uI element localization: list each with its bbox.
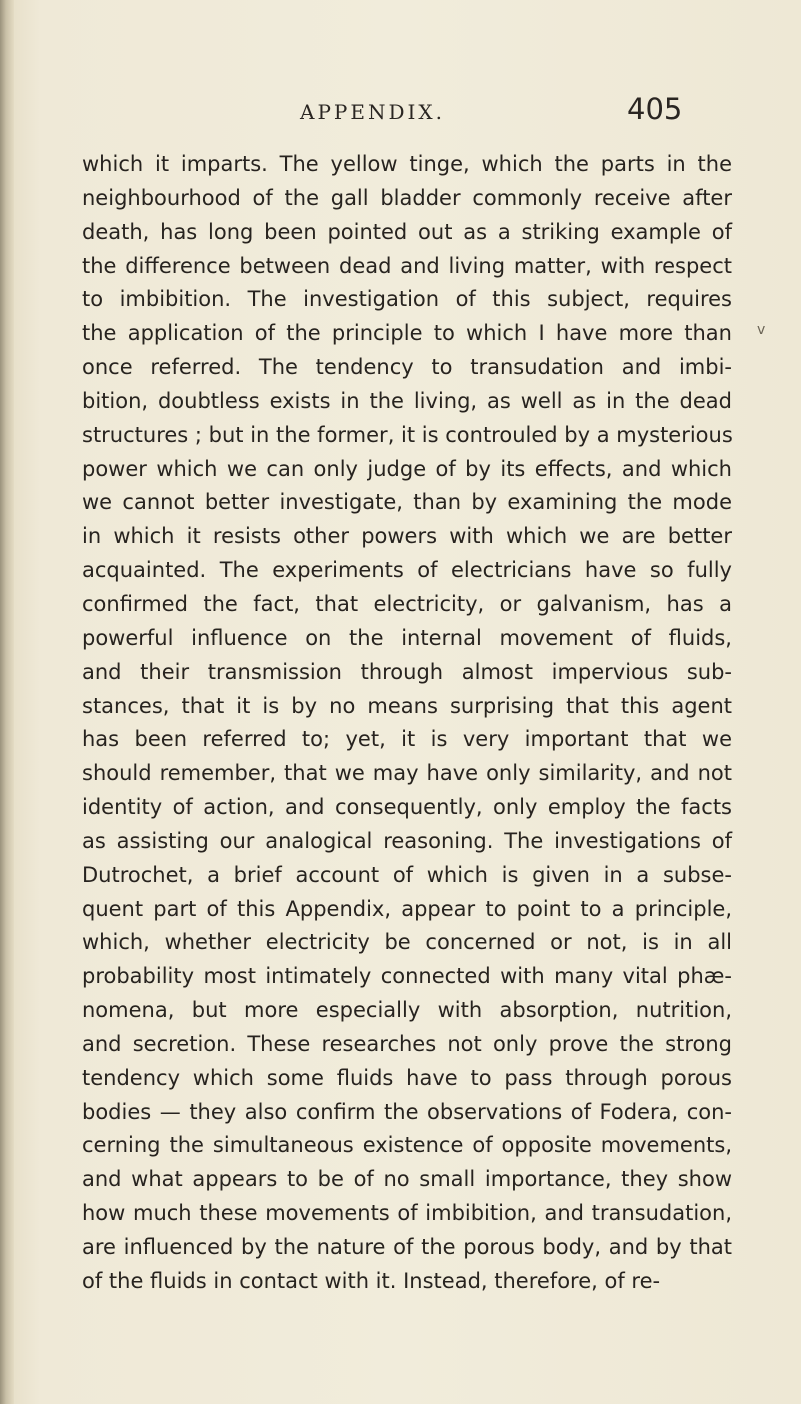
text-line: has been referred to; yet, it is very important that we xyxy=(82,727,732,752)
running-head-title: APPENDIX. xyxy=(300,100,445,124)
text-line: should remember, that we may have only similarity, and not xyxy=(82,761,732,786)
text-line: are influenced by the nature of the porous body, and by that xyxy=(82,1235,732,1259)
text-line: which it imparts. The yellow tinge, which the parts in the xyxy=(82,152,732,176)
binding-edge xyxy=(0,0,14,1404)
text-line: identity of action, and consequently, only employ the facts xyxy=(82,795,732,820)
text-line: cerning the simultaneous existence of opposite movements, xyxy=(82,1133,732,1158)
text-line: Dutrochet, a brief account of which is given in a subse- xyxy=(82,862,732,887)
text-line: to imbibition. The investigation of this subject, requires xyxy=(82,287,732,312)
running-head xyxy=(0,92,801,142)
text-line: acquainted. The experiments of electricians have so fully xyxy=(82,558,732,583)
text-line: and secretion. These researches not only prove the strong xyxy=(82,1031,732,1056)
text-line: bition, doubtless exists in the living, as well as in the dead xyxy=(82,388,732,413)
text-line: in which it resists other powers with which we are better xyxy=(82,524,732,549)
text-line: the application of the principle to which I have more than xyxy=(82,321,732,346)
text-line: once referred. The tendency to transudation and imbi- xyxy=(82,355,732,380)
page-number: 405 xyxy=(627,92,683,126)
text-line: which, whether electricity be concerned or not, is in all xyxy=(82,930,732,955)
text-line: we cannot better investigate, than by examining the mode xyxy=(82,490,732,515)
text-line: and what appears to be of no small importance, they show xyxy=(82,1167,732,1192)
text-line: bodies — they also confirm the observations of Fodera, con- xyxy=(82,1099,732,1124)
text-line: confirmed the fact, that electricity, or galvanism, has a xyxy=(82,591,732,616)
text-line: nomena, but more especially with absorption, nutrition, xyxy=(82,998,732,1023)
text-line: quent part of this Appendix, appear to point to a principle, xyxy=(82,896,732,921)
text-line: structures ; but in the former, it is controuled by a mysterious xyxy=(82,422,733,447)
text-line: the difference between dead and living matter, with respect xyxy=(82,253,732,278)
text-line: probability most intimately connected with many vital phæ- xyxy=(82,964,732,989)
text-line: powerful influence on the internal movement of fluids, xyxy=(82,625,732,650)
text-line: as assisting our analogical reasoning. The investigations of xyxy=(82,828,732,853)
text-line: and their transmission through almost impervious sub- xyxy=(82,659,732,684)
text-line: stances, that it is by no means surprising that this agent xyxy=(82,693,732,718)
text-line: how much these movements of imbibition, and transudation, xyxy=(82,1201,732,1226)
text-line: neighbourhood of the gall bladder commonly receive after xyxy=(82,185,732,210)
margin-mark: v xyxy=(757,322,766,338)
text-line: death, has long been pointed out as a striking example of xyxy=(82,219,732,244)
body-paragraph xyxy=(82,148,732,1299)
text-line: tendency which some fluids have to pass through porous xyxy=(82,1065,732,1090)
text-line: power which we can only judge of by its effects, and which xyxy=(82,456,732,481)
text-line: of the fluids in contact with it. Instead, therefore, of re- xyxy=(82,1268,661,1293)
